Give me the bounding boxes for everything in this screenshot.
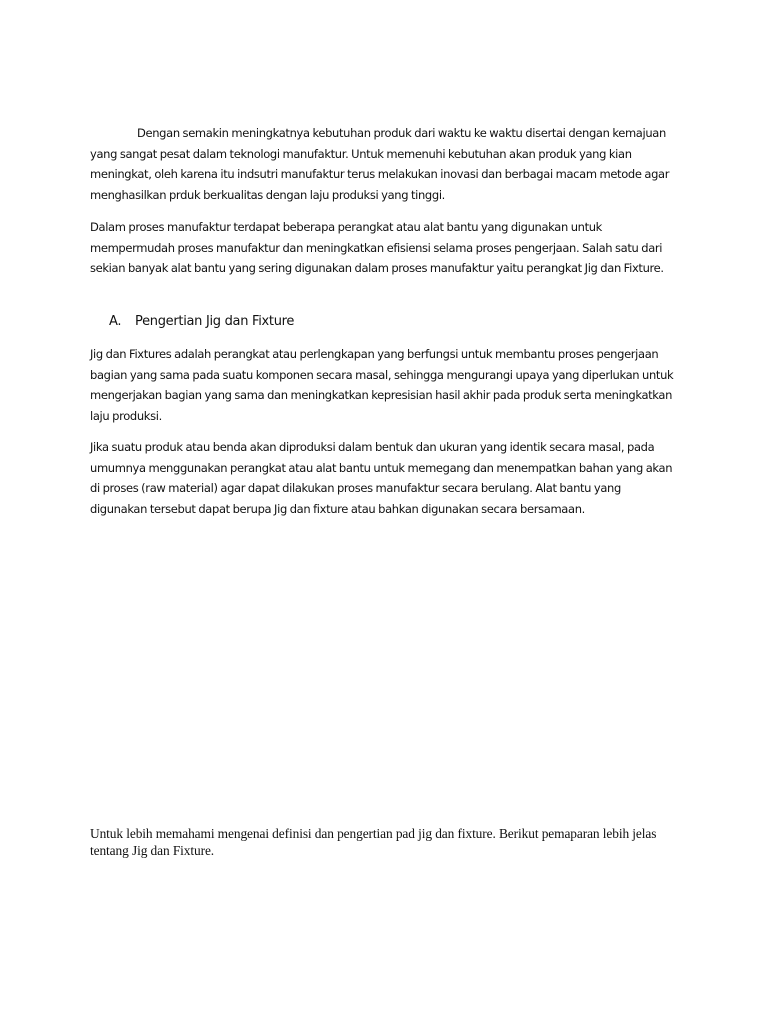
tools-paragraph: Dalam proses manufaktur terdapat beberapa perangkat atau alat bantu yang digunakan untuk mempermudah proses manufaktur dan meningkatkan efisiensi selama proses pengerjaan. Salah satu dari sekian banyak alat bantu yang sering digunakan dalam proses manufaktur yaitu perangkat Jig dan Fixture.: [90, 220, 664, 275]
section-heading: [109, 312, 294, 332]
definition-paragraph: Jig dan Fixtures adalah perangkat atau perlengkapan yang berfungsi untuk membantu proses pengerjaan bagian yang sama pada suatu komponen secara masal, sehingga mengurangi upaya yang diperlukan untuk mengerjakan bagian yang sama dan meningkatkan kepresisian hasil akhir pada produk serta meningkatkan laju produksi.: [90, 347, 674, 423]
closing-paragraph: Untuk lebih memahami mengenai definisi dan pengertian pad jig dan fixture. Berikut pemaparan lebih jelas tentang Jig dan Fixture.: [90, 826, 657, 858]
intro-paragraph: Dengan semakin meningkatnya kebutuhan produk dari waktu ke waktu disertai dengan kemajuan yang sangat pesat dalam teknologi manufaktur. Untuk memenuhi kebutuhan akan produk yang kian meningkat, oleh karena itu indsutri manufaktur terus melakukan inovasi dan berbagai macam metode agar menghasilkan prduk berkualitas dengan laju produksi yang tinggi.: [90, 126, 670, 202]
section-heading-number: A.: [109, 314, 122, 329]
usage-paragraph: Jika suatu produk atau benda akan diproduksi dalam bentuk dan ukuran yang identik secara masal, pada umumnya menggunakan perangkat atau alat bantu untuk memegang dan menempatkan bahan yang akan di proses (raw material) agar dapat dilakukan proses manufaktur secara berulang. Alat bantu yang digunakan tersebut dapat berupa Jig dan fixture atau bahkan digunakan secara bersamaan.: [90, 440, 673, 516]
section-heading-text: Pengertian Jig dan Fixture: [135, 314, 295, 329]
